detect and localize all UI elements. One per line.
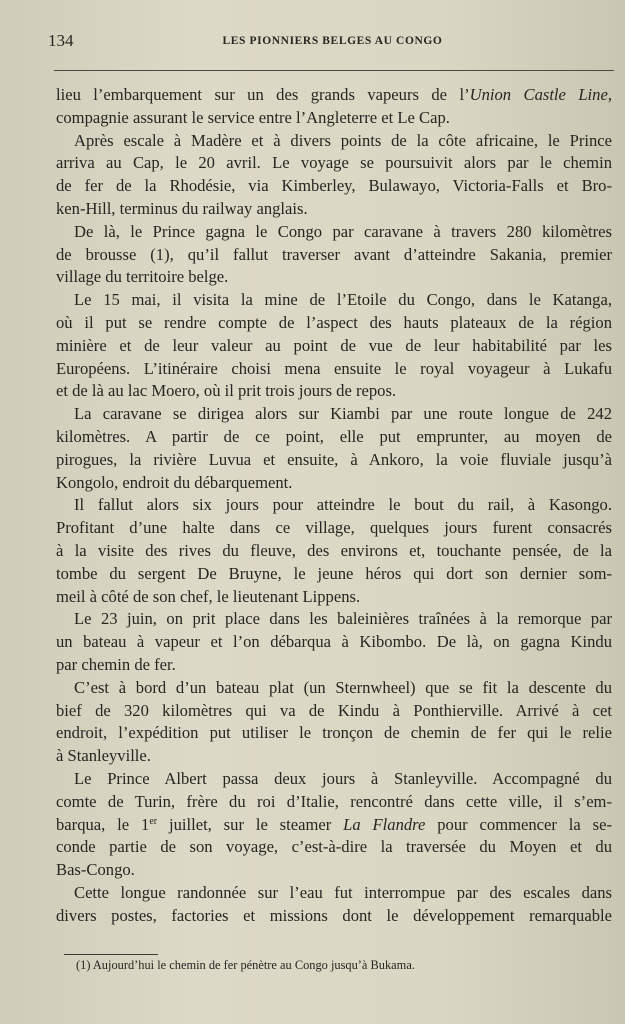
text-line: [56, 563, 612, 586]
text-line: [56, 175, 612, 198]
text-line: [56, 859, 612, 882]
text-line: [56, 677, 612, 700]
text-line: [56, 426, 612, 449]
text-segment: arriva au Cap, le 20 avril. Le voyage se poursuivit alors par le chemin: [56, 153, 612, 173]
text-segment: Après escale à Madère et à divers points de la côte africaine, le Prince: [74, 130, 612, 150]
text-segment: minière et de leur valeur au point de vue de leur habitabilité par les: [56, 335, 612, 355]
text-line: [56, 700, 612, 723]
text-line: [56, 814, 612, 837]
text-segment: De là, le Prince gagna le Congo par caravane à travers 280 kilomètres: [74, 221, 612, 241]
superscript: er: [149, 815, 158, 827]
text-line: [56, 152, 612, 175]
text-segment: Bas-Congo.: [56, 860, 135, 880]
text-segment: La caravane se dirigea alors sur Kiambi par une route longue de 242: [74, 404, 612, 424]
text-segment: meil à côté de son chef, le lieutenant Lippens.: [56, 586, 361, 606]
text-line: [56, 107, 612, 130]
text-line: [56, 449, 612, 472]
text-segment: tombe du sergent De Bruyne, le jeune héros qui dort son dernier som-: [56, 563, 612, 583]
text-line: [56, 84, 612, 107]
text-segment: endroit, l’expédition put utiliser le tronçon de chemin de fer qui le relie: [56, 723, 612, 743]
text-segment: bief de 320 kilomètres qui va de Kindu à Ponthierville. Arrivé à cet: [56, 700, 612, 720]
text-segment: par chemin de fer.: [56, 654, 176, 674]
text-line: [56, 722, 612, 745]
text-line: [56, 631, 612, 654]
text-line: [56, 540, 612, 563]
text-segment: Cette longue randonnée sur l’eau fut interrompue par des escales dans: [74, 882, 612, 902]
text-segment: et de là au lac Moero, où il prit trois jours de repos.: [56, 381, 397, 401]
text-segment: de fer de la Rhodésie, via Kimberley, Bulawayo, Victoria-Falls et Bro-: [56, 176, 612, 196]
text-segment: de brousse (1), qu’il fallut traverser avant d’atteindre Sakania, premier: [56, 244, 612, 264]
text-segment: Le Prince Albert passa deux jours à Stanleyville. Accompagné du: [74, 768, 612, 788]
text-segment: Européens. L’itinéraire choisi mena ensuite le royal voyageur à Lukafu: [56, 358, 612, 378]
text-segment: Le 15 mai, il visita la mine de l’Etoile du Congo, dans le Katanga,: [74, 290, 612, 310]
text-segment: village du territoire belge.: [56, 267, 229, 287]
text-line: [56, 768, 612, 791]
text-segment: Il fallut alors six jours pour atteindre le bout du rail, à Kasongo.: [74, 495, 612, 515]
text-line: [56, 403, 612, 426]
text-segment: à la visite des rives du fleuve, des environs et, touchante pensée, de la: [56, 540, 612, 560]
body-text: [56, 84, 612, 927]
text-segment: barqua, le 1: [56, 814, 150, 834]
text-segment: pirogues, la rivière Luvua et ensuite, à Ankoro, la voie fluviale jusqu’à: [56, 449, 612, 469]
text-line: [56, 130, 612, 153]
text-line: [56, 905, 612, 928]
text-line: [56, 791, 612, 814]
text-line: [56, 654, 612, 677]
text-segment: compagnie assurant le service entre l’Angleterre et Le Cap.: [56, 107, 450, 127]
text-segment: lieu l’embarquement sur un des grands vapeurs de l’: [56, 85, 470, 104]
text-line: [56, 882, 612, 905]
text-segment: ken-Hill, terminus du railway anglais.: [56, 198, 308, 218]
text-segment: ,: [607, 85, 612, 104]
text-segment: Profitant d’une halte dans ce village, quelques jours furent consacrés: [56, 518, 612, 538]
text-line: [56, 472, 612, 495]
text-segment: kilomètres. A partir de ce point, elle put emprunter, au moyen de: [56, 426, 612, 446]
text-segment: où il put se rendre compte de l’aspect des hauts plateaux de la région: [56, 312, 612, 332]
text-segment: conde partie de son voyage, c’est-à-dire la traversée du Moyen et du: [56, 837, 612, 857]
text-line: [56, 494, 612, 517]
footnote-rule: [64, 954, 158, 955]
text-line: [56, 745, 612, 768]
text-segment: divers postes, factories et missions dont le développement remarquable: [56, 905, 612, 925]
text-line: [56, 198, 612, 221]
header-rule: [54, 70, 614, 71]
text-line: [56, 266, 612, 289]
text-segment: pour commencer la se-: [425, 814, 612, 834]
text-line: [56, 244, 612, 267]
text-line: [56, 358, 612, 381]
text-line: [56, 335, 612, 358]
italic-text: Union Castle Line: [469, 85, 608, 104]
text-line: [56, 221, 612, 244]
text-line: [56, 517, 612, 540]
footnote: (1) Aujourd’hui le chemin de fer pénètre au Congo jusqu’à Bukama.: [76, 958, 415, 972]
text-line: [56, 586, 612, 609]
text-line: [56, 289, 612, 312]
running-title: LES PIONNIERS BELGES AU CONGO: [222, 35, 443, 47]
page-number: 134: [48, 31, 74, 50]
text-line: [56, 380, 612, 403]
italic-text: La Flandre: [343, 814, 426, 834]
text-segment: Le 23 juin, on prit place dans les baleinières traînées à la remorque par: [74, 609, 612, 629]
text-line: [56, 836, 612, 859]
text-segment: juillet, sur le steamer: [157, 814, 344, 834]
text-segment: comte de Turin, frère du roi d’Italie, rencontré dans cette ville, il s’em-: [56, 791, 612, 811]
text-segment: C’est à bord d’un bateau plat (un Sternwheel) que se fit la descente du: [74, 677, 612, 697]
text-line: [56, 608, 612, 631]
text-line: [56, 312, 612, 335]
text-segment: un bateau à vapeur et l’on débarqua à Kibombo. De là, on gagna Kindu: [56, 632, 612, 652]
text-segment: à Stanleyville.: [56, 746, 151, 766]
text-segment: Kongolo, endroit du débarquement.: [56, 472, 293, 492]
